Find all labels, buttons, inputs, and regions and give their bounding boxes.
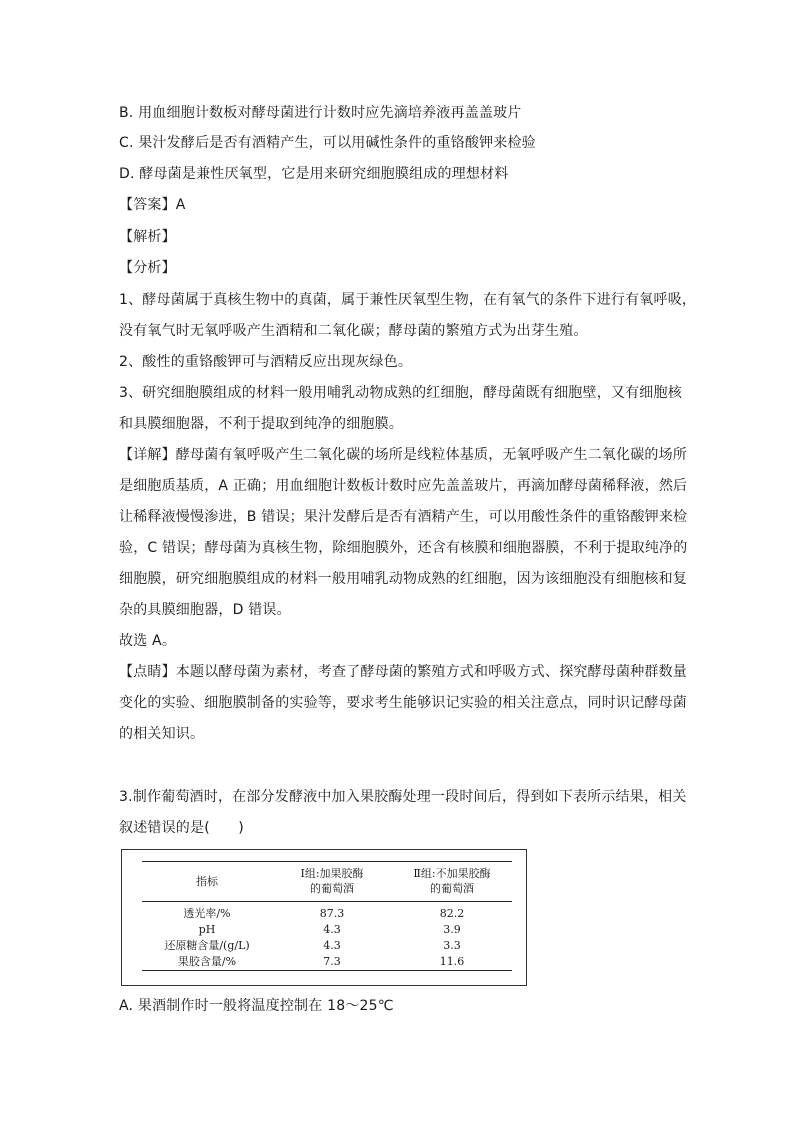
table-cell: 7.3 (272, 954, 392, 971)
table-cell: pH (198, 923, 216, 936)
option-a-line: A. 果酒制作时一般将温度控制在 18～25℃ (119, 998, 394, 1014)
paragraph-line: 和具膜细胞器，不利于提取到纯净的细胞膜。 (119, 416, 403, 432)
question-3-line: 3.制作葡萄酒时，在部分发酵液中加入果胶酶处理一段时间后，得到如下表所示结果，相关 (119, 789, 687, 805)
table-row (142, 902, 512, 923)
results-table-frame (121, 849, 527, 986)
paragraph-line: 1、酵母菌属于真核生物中的真菌，属于兼性厌氧型生物，在有氧气的条件下进行有氧呼吸， (119, 292, 697, 308)
table-cell: 4.3 (323, 939, 341, 952)
option-b: B. 用血细胞计数板对酵母菌进行计数时应先滴培养液再盖盖玻片 (119, 105, 522, 121)
answer-line: 【答案】A (119, 197, 186, 213)
paragraph-line: 2、酸性的重铬酸钾可与酒精反应出现灰绿色。 (119, 354, 413, 370)
comment-line: 变化的实验、细胞膜制备的实验等，要求考生能够识记实验的相关注意点，同时识记酵母菌 (119, 695, 687, 711)
comment-line: 的相关知识。 (119, 726, 205, 742)
choice-line: 故选 A。 (119, 633, 177, 649)
breakdown-heading: 【分析】 (119, 260, 176, 276)
detail-line: 让稀释液慢慢渗进，B 错误；果汁发酵后是否有酒精产生，可以用酸性条件的重铬酸钾来检 (119, 509, 688, 525)
comment-line: 【点睛】本题以酵母菌为素材，考查了酵母菌的繁殖方式和呼吸方式、探究酵母菌种群数量 (119, 664, 687, 680)
table-cell: 4.3 (323, 923, 341, 936)
table-cell: 透光率/% (183, 907, 231, 920)
table-cell: 82.2 (439, 907, 465, 920)
table-cell: 还原糖含量/(g/L) (164, 939, 250, 952)
detail-line: 是细胞质基质，A 正确；用血细胞计数板计数时应先盖盖玻片，再滴加酵母菌稀释液，然后 (119, 478, 688, 494)
table-cell: 3.9 (443, 923, 461, 936)
results-table (142, 861, 512, 971)
table-cell: 11.6 (392, 954, 512, 971)
analysis-heading: 【解析】 (119, 229, 176, 245)
question-3-line: 叙述错误的是( ) (119, 820, 244, 836)
paragraph-line: 没有氧气时无氧呼吸产生酒精和二氧化碳；酵母菌的繁殖方式为出芽生殖。 (119, 323, 588, 339)
table-cell: 87.3 (319, 907, 345, 920)
detail-line: 细胞膜，研究细胞膜组成的材料一般用哺乳动物成熟的红细胞，因为该细胞没有细胞核和复 (119, 571, 687, 587)
option-c: C. 果汁发酵后是否有酒精产生，可以用碱性条件的重铬酸钾来检验 (119, 135, 536, 151)
table-row (142, 954, 512, 971)
table-cell: 3.3 (443, 939, 461, 952)
detail-line: 验，C 错误；酵母菌为真核生物，除细胞膜外，还含有核膜和细胞器膜，不利于提取纯净的 (119, 540, 688, 556)
table-cell: 果胶含量/% (142, 954, 272, 971)
detail-line: 【详解】酵母菌有氧呼吸产生二氧化碳的场所是线粒体基质，无氧呼吸产生二氧化碳的场所 (119, 447, 687, 463)
table-row (142, 938, 512, 954)
paragraph-line: 3、研究细胞膜组成的材料一般用哺乳动物成熟的红细胞，酵母菌既有细胞壁，又有细胞核 (119, 385, 682, 401)
table-header-group-1: Ⅰ组:加果胶酶 的葡萄酒 (272, 862, 392, 902)
table-header-group-2: Ⅱ组:不加果胶酶 的葡萄酒 (392, 862, 512, 902)
detail-line: 杂的具膜细胞器，D 错误。 (119, 602, 291, 618)
option-d: D. 酵母菌是兼性厌氧型，它是用来研究细胞膜组成的理想材料 (119, 166, 509, 182)
table-header-indicator: 指标 (142, 862, 272, 902)
table-row (142, 922, 512, 938)
